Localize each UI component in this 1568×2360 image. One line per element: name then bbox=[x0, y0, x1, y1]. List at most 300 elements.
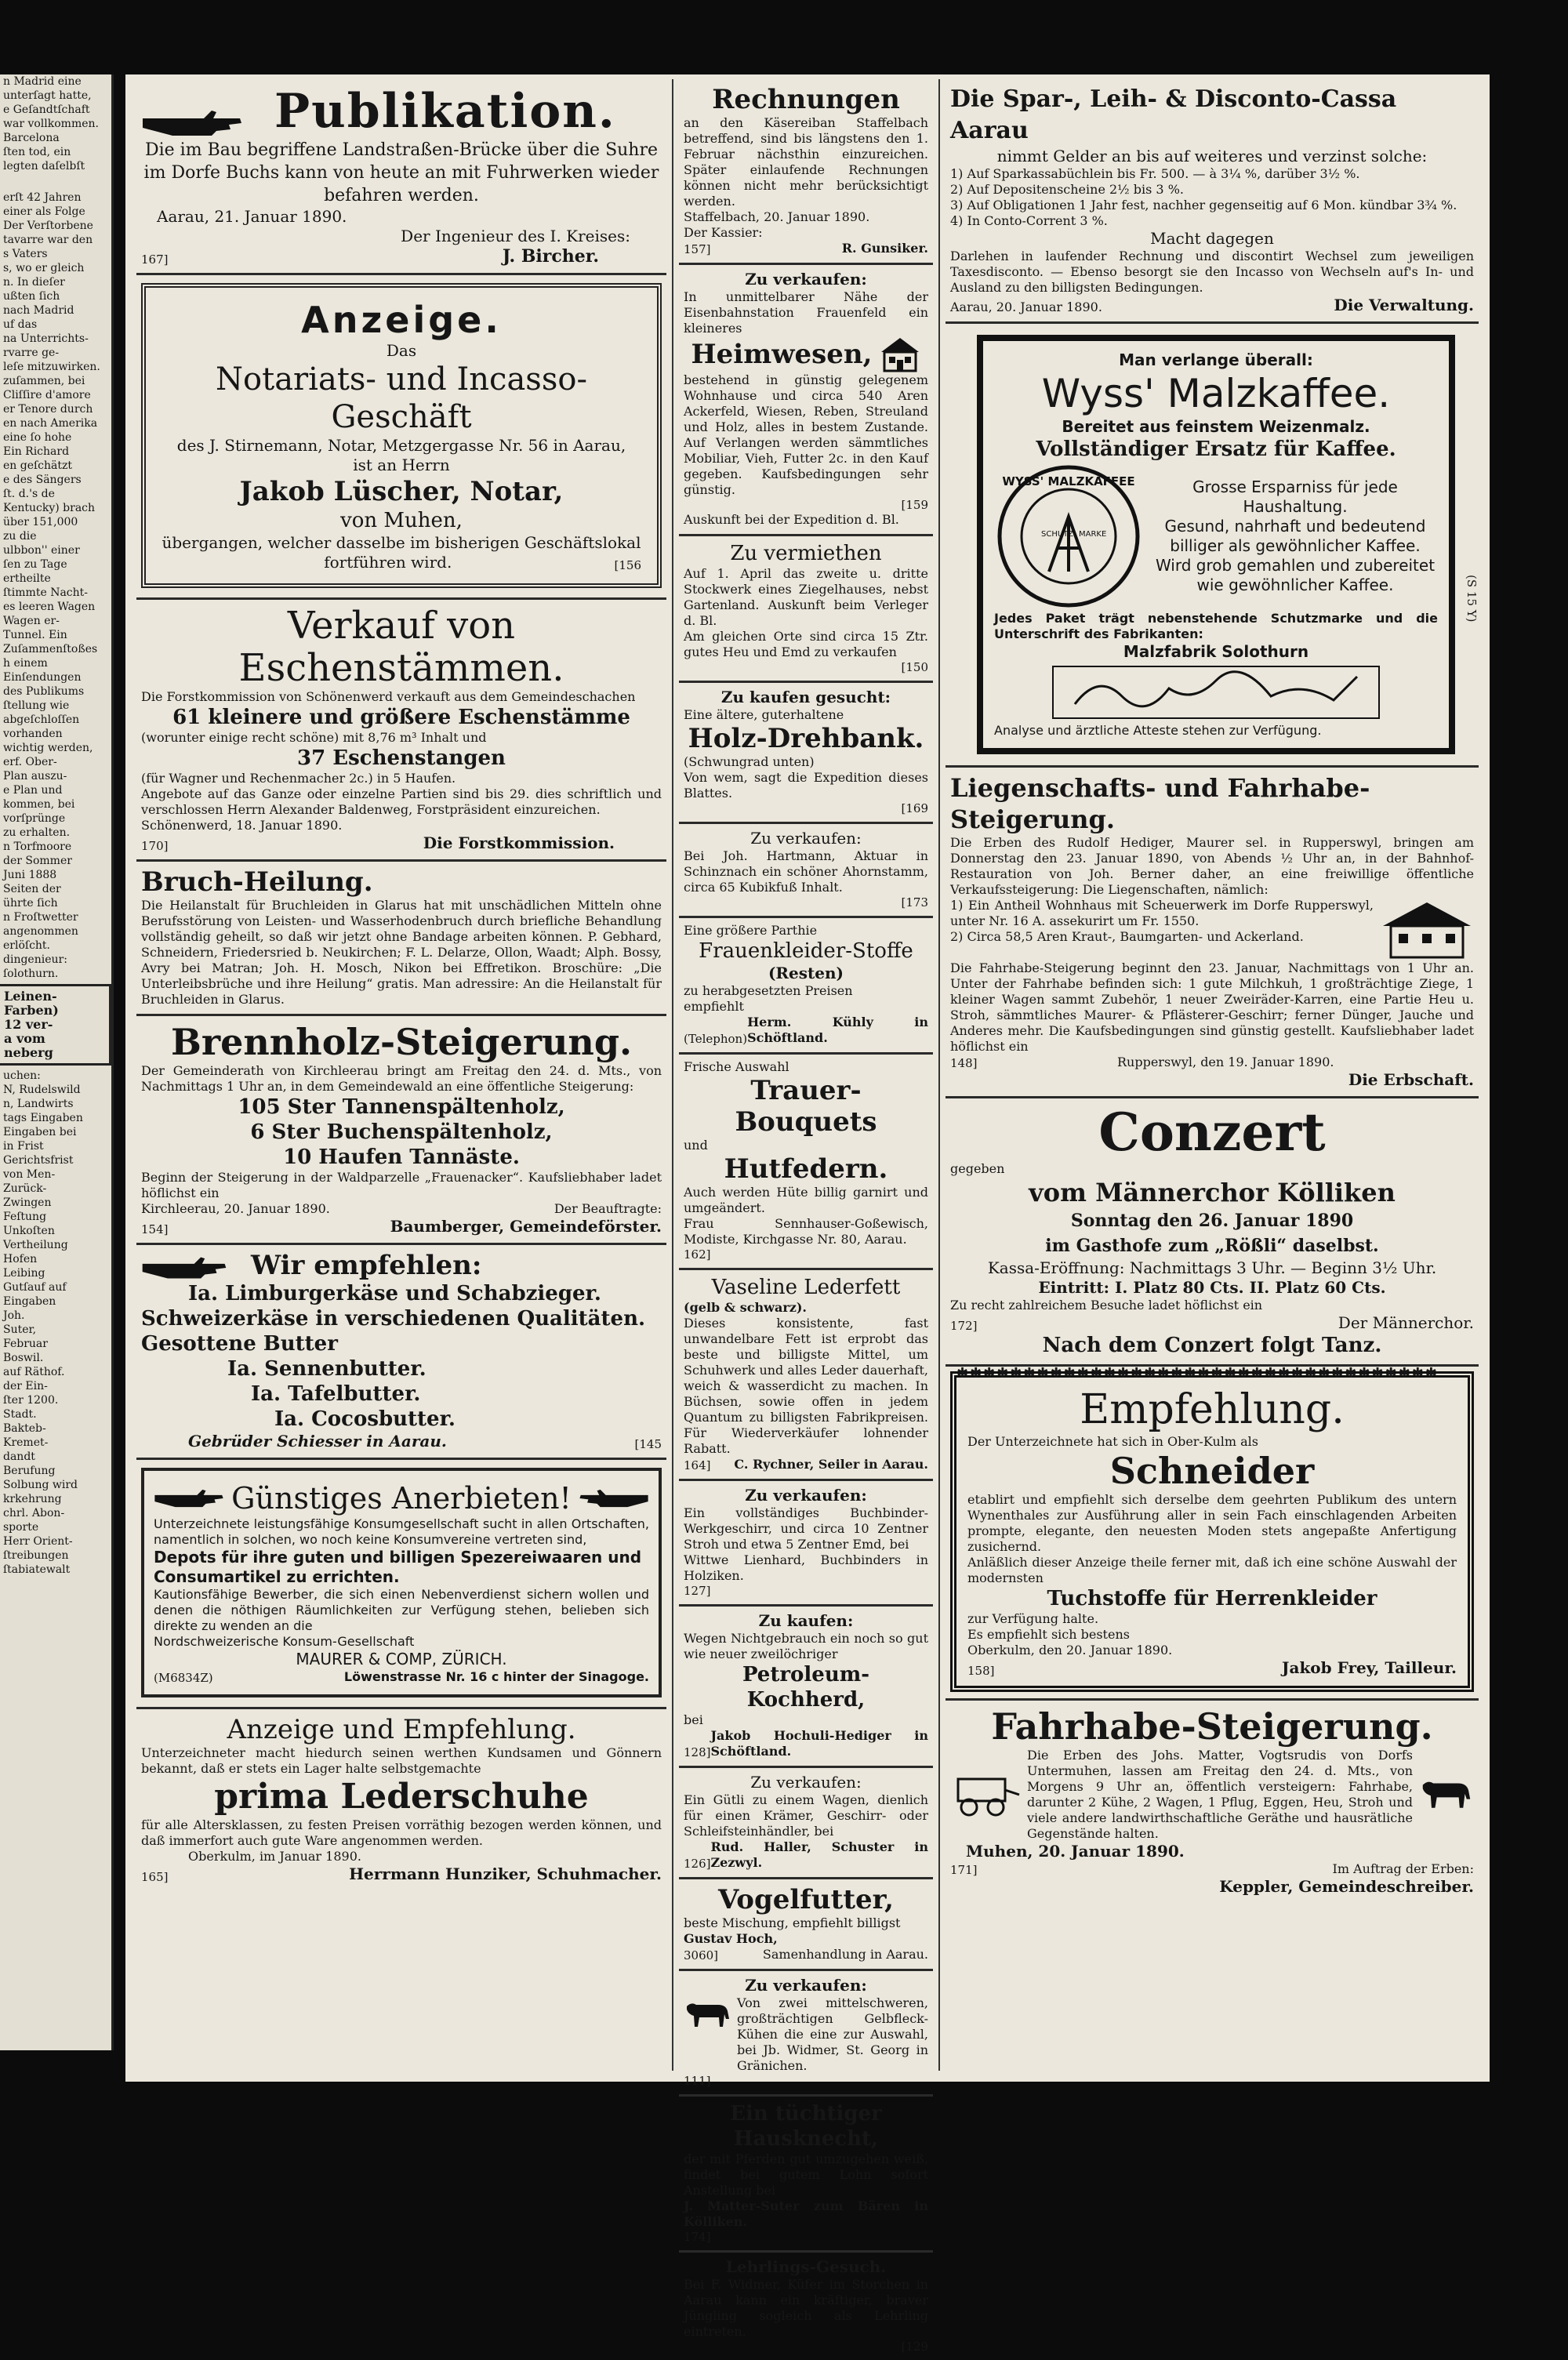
anerbieten-p2: Kautionsfähige Bewerber, die sich einen Nebenverdienst sichern wollen und denen die nöthigen Räumlichkeiten zur Verfügung stehen, belieben sich direkte zu wenden an die bbox=[154, 1587, 649, 1633]
brennholz-sig2: Baumberger, Gemeindeförster. bbox=[390, 1217, 662, 1236]
prev-page-box-line: 12 ver- bbox=[4, 1017, 53, 1032]
prev-page-line: Zwingen bbox=[3, 1196, 52, 1209]
vogelfutter-sig: Gustav Hoch, bbox=[684, 1931, 778, 1946]
ad-number: 157] bbox=[684, 242, 711, 256]
cassa-p2: Macht dagegen bbox=[1150, 229, 1274, 248]
hausknecht-body: der mit Pferden gut umzugehen weiß, findet bei gutem Lohn sofort Anstellung bei bbox=[684, 2151, 928, 2198]
rechnungen-body: an den Käsereiban Staffelbach betreffend, sind bis längstens den 1. Februar nächsthin einzureichen. Später einlaufende Rechnungen können nicht mehr berücksichtigt werden. bbox=[684, 115, 928, 209]
ad-number: 126] bbox=[684, 1857, 711, 1871]
ad-buchbinder bbox=[679, 1481, 933, 1607]
heimwesen-head: Zu verkaufen: bbox=[745, 270, 867, 289]
prev-page-line: ulbbon'' einer bbox=[3, 544, 80, 557]
prev-page-line: der Ein- bbox=[3, 1380, 48, 1392]
eschen-sig: Die Forstkommission. bbox=[423, 833, 615, 852]
star-border-decoration: ✱✱✱✱✱✱✱✱✱✱✱✱✱✱✱✱✱✱✱✱✱✱✱✱✱✱✱✱✱✱✱✱✱✱✱✱ bbox=[956, 1365, 1439, 1382]
prev-page-line: Suter, bbox=[3, 1323, 37, 1336]
prev-page-line: über 151,000 bbox=[3, 516, 78, 528]
brennholz-l3: 10 Haufen Tannäste. bbox=[283, 1146, 520, 1169]
heimwesen-title: Heimwesen, bbox=[691, 339, 873, 370]
malzkaffee-trademark-seal-icon bbox=[994, 462, 1143, 611]
ad-ahornstamm bbox=[679, 824, 933, 918]
prev-page-line: es leeren Wagen bbox=[3, 601, 96, 613]
eschen-h1: 61 kleinere und größere Eschenstämme bbox=[172, 706, 630, 729]
ad-number: 148] bbox=[950, 1056, 978, 1070]
anerbieten-title: Günstiges Anerbieten! bbox=[231, 1481, 572, 1516]
buchbinder-body: Ein vollständiges Buchbinder-Werkgeschirr, und circa 10 Zentner Stroh und etwa 5 Zentner Emd, bei bbox=[684, 1505, 928, 1552]
schuhe-p1: Unterzeichneter macht hiedurch seinen werthen Kundsamen und Gönnern bekannt, daß er stets ein Lager halte selbstgemachte bbox=[141, 1745, 662, 1776]
eschen-date: Schönenwerd, 18. Januar 1890. bbox=[141, 818, 343, 833]
empfehlen-l6: Ia. Cocosbutter. bbox=[274, 1407, 456, 1431]
seal-mid2-text: MARKE bbox=[1079, 530, 1107, 539]
prev-page-line: e Geſandtſchaft bbox=[3, 103, 90, 116]
prev-page-line: Cliſſire d'amore bbox=[3, 389, 91, 401]
fahrhabe-title: Fahrhabe-Steigerung. bbox=[991, 1705, 1433, 1748]
cassa-sig: Die Verwaltung. bbox=[1334, 296, 1474, 314]
prev-page-line: Feſtung bbox=[3, 1211, 47, 1223]
empfehlung-p4: zur Verfügung halte. bbox=[967, 1611, 1099, 1626]
prev-page-line: Gerichtsfrist bbox=[3, 1154, 74, 1167]
ad-lehrling bbox=[679, 2253, 933, 2360]
ad-number: 174] bbox=[684, 2230, 711, 2244]
anzeige-name: Jakob Lüscher, Notar, bbox=[239, 476, 564, 507]
rechnungen-sig2: R. Gunsiker. bbox=[841, 241, 928, 256]
prev-page-line bbox=[0, 173, 111, 191]
prev-page-line: erlöſcht. bbox=[3, 939, 50, 952]
ad-number: 167] bbox=[141, 252, 169, 267]
ad-fahrhabe-steigerung bbox=[946, 1701, 1479, 1903]
prev-page-line: Juni 1888 bbox=[3, 869, 57, 881]
prev-page-line: Wagen er- bbox=[3, 615, 60, 627]
guetli-head: Zu verkaufen: bbox=[750, 1773, 862, 1792]
fahrhabe-sig2: Keppler, Gemeindeschreiber. bbox=[1219, 1877, 1474, 1896]
ad-heimwesen bbox=[679, 265, 933, 536]
empfehlung-date: Oberkulm, den 20. Januar 1890. bbox=[967, 1643, 1173, 1657]
liegenschaft-i2: 2) Circa 58,5 Aren Kraut-, Baumgarten- und Ackerland. bbox=[950, 929, 1304, 944]
vaseline-sig: C. Rychner, Seiler in Aarau. bbox=[734, 1457, 928, 1472]
ad-number: 158] bbox=[967, 1664, 995, 1678]
prev-page-line: des Publikums bbox=[3, 685, 85, 698]
cassa-i1: 1) Auf Sparkassabüchlein bis Fr. 500. — à 3¼ %, darüber 3½ %. bbox=[950, 166, 1360, 181]
ad-publikation bbox=[136, 79, 666, 275]
ad-eschenstaemme bbox=[136, 600, 666, 862]
guetli-sig: Rud. Haller, Schuster in Zezwyl. bbox=[710, 1839, 928, 1870]
prev-page-line: ſten tod, ein bbox=[3, 146, 71, 158]
schuhe-date: Oberkulm, im Januar 1890. bbox=[188, 1849, 361, 1864]
prev-page-line: auf Räthof. bbox=[3, 1366, 65, 1378]
liegenschaft-i1: 1) Ein Antheil Wohnhaus mit Scheuerwerk im Dorfe Rupperswyl, unter Nr. 16 A. assekurirt um Fr. 1550. bbox=[950, 898, 1374, 928]
ad-number: 111] bbox=[684, 2074, 711, 2088]
column-rule bbox=[938, 79, 940, 2071]
prev-page-line: Tunnel. Ein bbox=[3, 629, 67, 641]
rechnungen-date: Staffelbach, 20. Januar 1890. bbox=[684, 209, 870, 224]
ad-vogelfutter bbox=[679, 1879, 933, 1971]
fahrhabe-body: Die Erben des Johs. Matter, Vogtsrudis von Dorfs Untermuhen, lassen am Freitag den 24. d. Mts., von Morgens 9 Uhr an, öffentlich versteigern: Fahrhabe, darunter 2 Kühe, 2 Wagen, 1 Pflug, Eggen, Heu, Stroh und viele andere landwirthschaftliche Geräthe und hausrätliche Gegenstände halten. bbox=[1027, 1748, 1413, 1841]
liegenschaft-sig: Die Erbschaft. bbox=[1348, 1070, 1474, 1089]
cassa-i4: 4) In Conto-Corrent 3 %. bbox=[950, 213, 1108, 228]
prev-page-line: Solbung wird bbox=[3, 1479, 78, 1491]
vogelfutter-title: Vogelfutter, bbox=[718, 1884, 894, 1915]
prev-page-boxed-ad bbox=[0, 984, 111, 1066]
buchbinder-sig: Wittwe Lienhard, Buchbinders in Holziken. bbox=[684, 1552, 928, 1583]
ad-empfehlung-schneider bbox=[946, 1367, 1479, 1701]
prev-page-line: Hofen bbox=[3, 1253, 38, 1265]
brennholz-date: Kirchleerau, 20. Januar 1890. bbox=[141, 1201, 330, 1216]
ad-number: 165] bbox=[141, 1870, 169, 1884]
kuehe-head: Zu verkaufen: bbox=[745, 1976, 867, 1995]
column-middle bbox=[679, 79, 933, 2360]
fahrhabe-date: Muhen, 20. Januar 1890. bbox=[966, 1842, 1185, 1861]
prev-page-line: war vollkommen. bbox=[3, 118, 99, 130]
prev-page-line: en geſchätzt bbox=[3, 459, 73, 472]
newspaper-page bbox=[125, 74, 1490, 2354]
conzert-date: Sonntag den 26. Januar 1890 bbox=[1070, 1211, 1354, 1231]
prev-page-line: Boswil. bbox=[3, 1352, 44, 1364]
drehbank-head: Zu kaufen gesucht: bbox=[720, 688, 891, 706]
anerbieten-addr: Löwenstrasse Nr. 16 c hinter der Sinagoge. bbox=[343, 1669, 649, 1684]
empfehlen-l2: Schweizerkäse in verschiedenen Qualitäten. bbox=[141, 1307, 646, 1331]
prev-page-line: n. In dieſer bbox=[3, 276, 65, 289]
anzeige-from: von Muhen, bbox=[340, 509, 463, 532]
ad-vaseline-lederfett bbox=[679, 1270, 933, 1481]
prev-page-line: h einem bbox=[3, 657, 48, 670]
prev-page-line: tags Eingaben bbox=[3, 1112, 83, 1124]
prev-page-box-line: a vom bbox=[4, 1031, 45, 1046]
malz-t1: Grosse Ersparniss für jede Haushaltung. bbox=[1192, 477, 1398, 516]
schuhe-title: Anzeige und Empfehlung. bbox=[227, 1714, 576, 1745]
prev-page-line: Kentucky) brach bbox=[3, 502, 96, 514]
brennholz-title: Brennholz-Steigerung. bbox=[170, 1021, 633, 1063]
ad-number: 164] bbox=[684, 1458, 711, 1472]
ahorn-body: Bei Joh. Hartmann, Aktuar in Schinznach ein schöner Ahornstamm, circa 65 Kubikfuß Inhalt. bbox=[684, 848, 928, 895]
prev-page-line: n Froſtwetter bbox=[3, 911, 78, 924]
ad-number: 162] bbox=[684, 1247, 711, 1262]
malz-foot: Analyse und ärztliche Atteste stehen zur Verfügung. bbox=[994, 723, 1322, 738]
malz-p1: Jedes Paket trägt nebenstehende Schutzmarke und die Unterschrift des Fabrikanten: bbox=[994, 611, 1438, 641]
guetli-body: Ein Gütli zu einem Wagen, dienlich für einen Krämer, Geschirr- oder Schleifsteinhändler, bei bbox=[684, 1792, 928, 1839]
prev-page-line: wichtig werden, bbox=[3, 742, 93, 754]
ad-bruch-heilung bbox=[136, 862, 666, 1016]
bouquets-p1: Frische Auswahl bbox=[684, 1059, 789, 1074]
bouquets-title2: Hutfedern. bbox=[724, 1153, 888, 1185]
cow-icon bbox=[1419, 1773, 1474, 1817]
prev-page-line: sporte bbox=[3, 1521, 39, 1534]
conzert-eintritt: Eintritt: I. Platz 80 Cts. II. Platz 60 Cts. bbox=[1038, 1278, 1386, 1297]
anzeige-das: Das bbox=[386, 341, 417, 360]
prev-page-line: en nach Amerika bbox=[3, 417, 98, 430]
ad-malzkaffee bbox=[946, 324, 1479, 768]
stoffe-sub: (Resten) bbox=[768, 964, 844, 982]
vermiethen-body2: Am gleichen Orte sind circa 15 Ztr. gutes Heu und Emd zu verkaufen bbox=[684, 629, 928, 659]
ad-rechnungen bbox=[679, 79, 933, 265]
prev-page-line: Eingaben bbox=[3, 1295, 56, 1308]
ad-hausknecht bbox=[679, 2097, 933, 2253]
prev-page-line: zu erhalten. bbox=[3, 826, 71, 839]
column-right bbox=[946, 79, 1479, 1903]
prev-page-line: na Unterrichts- bbox=[3, 332, 89, 345]
prev-page-line: zu die bbox=[3, 530, 37, 543]
empfehlen-title: Wir empfehlen: bbox=[251, 1250, 482, 1281]
cassa-p3: Darlehen in laufender Rechnung und discontirt Wechsel zum jeweiligen Taxesdisconto. — Ebenso besorgt sie den Incasso von Wechseln auf's In- und Ausland zu den billigsten Bedingungen. bbox=[950, 249, 1474, 295]
prev-page-line: s Vaters bbox=[3, 248, 48, 260]
prev-page-line: tavarre war den bbox=[3, 234, 93, 246]
signature-icon bbox=[1051, 665, 1381, 720]
bruch-body: Die Heilanstalt für Bruchleiden in Glarus hat mit unschädlichen Mitteln ohne Berufsstörung von Leisten- und Wasserhodenbruch durch briefliche Behandlung vollständig geheilt, so daß wir jetzt ohne Bandage arbeiten können. P. Gebhard, Schneidern, Friedersried b. Neukirchen; F. L. Delarze, Ollon, Waadt; Alph. Bossy, Avry bei Matran; Joh. H. Mosch, Nikon bei Effretikon. Broschüre: „Die Unterleibsbrüche und ihre Heilung“ gratis. Man adressire: An die Heilanstalt für Bruchleiden in Glarus. bbox=[141, 898, 662, 1007]
prev-page-line: in Frist bbox=[3, 1140, 44, 1153]
brennholz-sig1: Der Beauftragte: bbox=[554, 1201, 662, 1216]
conzert-sig: Der Männerchor. bbox=[1338, 1313, 1474, 1332]
prev-page-line: Barcelona bbox=[3, 132, 60, 144]
prev-page-line: Stadt. bbox=[3, 1408, 37, 1421]
schuhe-big: prima Lederschuhe bbox=[214, 1777, 589, 1817]
drehbank-p3: Von wem, sagt die Expedition dieses Blattes. bbox=[684, 770, 928, 801]
empfehlen-l5: Ia. Tafelbutter. bbox=[251, 1382, 421, 1406]
cassa-i2: 2) Auf Depositenscheine 2½ bis 3 %. bbox=[950, 182, 1184, 197]
anerbieten-firm: MAURER & COMP, ZÜRICH. bbox=[296, 1650, 507, 1668]
publikation-body: Die im Bau begriffene Landstraßen-Brücke über die Suhre im Dorfe Buchs kann von heute an mit Fuhrwerken wieder befahren werden. bbox=[143, 140, 659, 205]
pointing-hand-icon bbox=[141, 107, 243, 139]
pointing-hand-icon bbox=[579, 1485, 649, 1512]
prev-page-line: e Plan und bbox=[3, 784, 63, 797]
cow-icon bbox=[684, 1995, 732, 2035]
ad-number: 154] bbox=[141, 1222, 169, 1236]
prev-page-line: ußten ſich bbox=[3, 290, 60, 303]
hausknecht-title: Ein tüchtiger Hausknecht, bbox=[730, 2102, 882, 2151]
prev-page-line: Berufung bbox=[3, 1465, 56, 1477]
malz-head: Man verlange überall: bbox=[1119, 350, 1313, 369]
ad-number: 170] bbox=[141, 839, 169, 853]
ad-number: 172] bbox=[950, 1319, 978, 1333]
column-left bbox=[136, 79, 666, 1890]
anzeige-title: Anzeige. bbox=[301, 299, 502, 341]
prev-page-line: legten daſelbſt bbox=[3, 160, 85, 172]
empfehlen-l4: Ia. Sennenbutter. bbox=[227, 1357, 426, 1381]
buchbinder-head: Zu verkaufen: bbox=[745, 1486, 867, 1505]
ad-trauer-bouquets bbox=[679, 1055, 933, 1270]
lehrling-title: Lehrlings-Gesuch. bbox=[725, 2257, 887, 2276]
vaseline-body: Dieses konsistente, fast unwandelbare Fett ist erprobt das beste und billigste Mittel, um Schuhwerk und alles Leder dauerhaft, weich & wasserdicht zu machen. In Büchsen, sowie offen in jedem Quantum zu billigsten Fabrikpreisen. Für Wiederverkäufer lohnender Rabatt. bbox=[684, 1316, 928, 1456]
ad-petroleum-kochherd bbox=[679, 1607, 933, 1768]
prev-page-line: von Men- bbox=[3, 1168, 56, 1181]
anzeige-line1: des J. Stirnemann, Notar, Metzgergasse Nr. 56 in Aarau, bbox=[176, 436, 626, 455]
empfehlung-p1: Der Unterzeichnete hat sich in Ober-Kulm als bbox=[967, 1434, 1258, 1449]
empfehlung-sig: Jakob Frey, Tailleur. bbox=[1282, 1658, 1457, 1677]
kochherd-p1: Wegen Nichtgebrauch ein noch so gut wie neuer zweilöchriger bbox=[684, 1631, 928, 1661]
ad-number: (M6834Z) bbox=[154, 1671, 213, 1685]
conzert-p1: Zu recht zahlreichem Besuche ladet höflichst ein bbox=[950, 1298, 1263, 1313]
anzeige-line4: fortführen wird. bbox=[324, 553, 452, 572]
ad-frauenkleider-stoffe bbox=[679, 918, 933, 1055]
prev-page-line: Ein Richard bbox=[3, 445, 70, 458]
empfehlung-p5: Es empfiehlt sich bestens bbox=[967, 1627, 1130, 1642]
malz-t3: Wird grob gemahlen und zubereitet wie gewöhnlicher Kaffee. bbox=[1155, 556, 1436, 594]
house-icon bbox=[880, 336, 920, 372]
prev-page-line: Unkoſten bbox=[3, 1225, 55, 1237]
eschen-p2: (worunter einige recht schöne) mit 8,76 m³ Inhalt und bbox=[141, 730, 487, 745]
pointing-hand-icon bbox=[141, 1254, 227, 1281]
drehbank-title: Holz-Drehbank. bbox=[688, 723, 924, 754]
seal-mid1-text: SCHUTZ bbox=[1041, 530, 1074, 539]
prev-page-line: Gutſauf auf bbox=[3, 1281, 67, 1294]
column-rule bbox=[672, 79, 673, 2071]
prev-page-line: n Madrid eine bbox=[3, 75, 82, 88]
stoffe-title: Frauenkleider-Stoffe bbox=[699, 939, 913, 963]
publikation-sig1: Der Ingenieur des I. Kreises: bbox=[401, 227, 630, 245]
heimwesen-p2: bestehend in günstig gelegenem Wohnhause und circa 540 Aren Ackerfeld, Wiesen, Reben, Streuland und Holz, alles in bestem Zustande. Auf Verlangen werden sämmtliches Mobiliar, Vieh, Futter 2c. in den Kauf gegeben. Kaufsbedingungen sehr günstig. bbox=[684, 372, 928, 497]
malz-t2: Gesund, nahrhaft und bedeutend billiger als gewöhnlicher Kaffee. bbox=[1164, 517, 1426, 555]
malz-sub: Bereitet aus feinstem Weizenmalz. bbox=[1062, 417, 1370, 436]
prev-page-line: ührte ſich bbox=[3, 897, 58, 910]
prev-page-line: Der Verſtorbene bbox=[3, 220, 93, 232]
prev-page-line: ſtabiatewalt bbox=[3, 1563, 71, 1576]
prev-page-line: angenommen bbox=[3, 925, 78, 938]
anzeige-line2: ist an Herrn bbox=[353, 456, 450, 474]
ad-conzert bbox=[946, 1098, 1479, 1367]
cassa-i3: 3) Auf Obligationen 1 Jahr fest, nachher gegenseitig auf 6 Mon. kündbar 3¾ %. bbox=[950, 198, 1457, 212]
rechnungen-sig1: Der Kassier: bbox=[684, 225, 763, 240]
empfehlen-l1: Ia. Limburgerkäse und Schabzieger. bbox=[188, 1282, 601, 1305]
brennholz-p1: Der Gemeinderath von Kirchleerau bringt am Freitag den 24. d. Mts., von Nachmittags 1 Uhr an, in dem Gemeindewald an eine öffentliche Steigerung: bbox=[141, 1063, 662, 1094]
prev-page-line: Seiten der bbox=[3, 883, 61, 895]
prev-page-line: erſt 42 Jahren bbox=[3, 191, 82, 204]
ahorn-head: Zu verkaufen: bbox=[750, 829, 862, 848]
prev-page-line: erf. Ober- bbox=[3, 756, 57, 768]
prev-page-line: ſen zu Tage bbox=[3, 558, 67, 571]
cassa-title: Die Spar-, Leih- & Disconto-Cassa Aarau bbox=[950, 85, 1397, 144]
prev-page-line: kommen, bei bbox=[3, 798, 75, 811]
ad-number: [150 bbox=[901, 660, 928, 674]
drehbank-p1: Eine ältere, guterhaltene bbox=[684, 707, 844, 722]
malz-side: (S 15 Y) bbox=[1465, 575, 1479, 623]
ad-number: [169 bbox=[901, 801, 928, 815]
schuhe-sig: Herrmann Hunziker, Schuhmacher. bbox=[349, 1864, 662, 1883]
kuehe-body: Von zwei mittelschweren, großträchtigen Gelbfleck-Kühen die eine zur Auswahl, bei Jb. Widmer, St. Georg in Gränichen. bbox=[737, 1995, 928, 2073]
vaseline-sub: (gelb & schwarz). bbox=[684, 1300, 807, 1315]
ad-wir-empfehlen bbox=[136, 1245, 666, 1460]
scan-border-right bbox=[1490, 74, 1568, 2082]
vogelfutter-addr: Samenhandlung in Aarau. bbox=[762, 1947, 928, 1962]
conzert-sub: gegeben bbox=[950, 1161, 1005, 1176]
prev-page-line: Februar bbox=[3, 1338, 48, 1350]
eschen-title: Verkauf von Eschenstämmen. bbox=[238, 604, 564, 690]
prev-page-line: Einſendungen bbox=[3, 671, 82, 684]
kochherd-title: Petroleum-Kochherd, bbox=[742, 1663, 870, 1712]
prev-page-line: chrl. Abon- bbox=[3, 1507, 65, 1519]
hausknecht-sig: J. Matter-Suter zum Bären in Kölliken. bbox=[684, 2198, 928, 2229]
publikation-sig2: J. Bircher. bbox=[502, 246, 599, 267]
stoffe-tel: (Telephon) bbox=[684, 1032, 748, 1046]
bouquets-p2: Auch werden Hüte billig garnirt und umgeändert. bbox=[684, 1185, 928, 1215]
prev-page-line: Leibing bbox=[3, 1267, 45, 1280]
prev-page-line: s, wo er gleich bbox=[3, 262, 85, 274]
kochherd-sig: Jakob Hochuli-Hediger in Schöftland. bbox=[710, 1728, 928, 1759]
vogelfutter-p1: beste Mischung, empfiehlt billigst bbox=[684, 1915, 901, 1930]
prev-page-line: Kremet- bbox=[3, 1436, 49, 1449]
ad-guenstiges-anerbieten bbox=[136, 1460, 666, 1709]
prev-page-line: n Torfmoore bbox=[3, 841, 72, 853]
ad-holz-drehbank bbox=[679, 683, 933, 824]
ad-guetli bbox=[679, 1768, 933, 1879]
prev-page-line: nach Madrid bbox=[3, 304, 74, 317]
anzeige-line3: übergangen, welcher dasselbe im bisherigen Geschäftslokal bbox=[162, 533, 641, 552]
ad-anzeige-notariat bbox=[136, 275, 666, 600]
eschen-p3: (für Wagner und Rechenmacher 2c.) in 5 Haufen. bbox=[141, 771, 456, 786]
rechnungen-title: Rechnungen bbox=[712, 84, 900, 115]
bruch-title: Bruch-Heilung. bbox=[141, 866, 373, 898]
wagon-icon bbox=[950, 1771, 1021, 1818]
prev-page-line: ſtellung wie bbox=[3, 699, 70, 712]
prev-page-line: vorſprünge bbox=[3, 812, 66, 825]
prev-page-line: Joh. bbox=[3, 1309, 25, 1322]
ad-number: 127] bbox=[684, 1584, 711, 1598]
prev-page-line: N, Rudelswild bbox=[3, 1084, 81, 1096]
seal-top-text: WYSS' MALZKAFFEE bbox=[1002, 474, 1135, 488]
stoffe-p1: Eine größere Parthie bbox=[684, 923, 818, 938]
liegenschaft-p2: Die Fahrhabe-Steigerung beginnt den 23. Januar, Nachmittags von 1 Uhr an. Unter der Fahrhabe befinden sich: 1 gute Milchkuh, 1 großträchtige Ziege, 1 kleiner Wagen sammt Zubehör, 1 neuer Zweiräder-Karren, eine Partie Heu u. Stroh, sämmtliches Maurer- & Pflästerer-Geschirr; ferner Dünger, Jauche und Anderes mehr. Die Kaufsbedingungen sind günstig gestellt. Kaufsliebhaber ladet höflichst ein bbox=[950, 960, 1474, 1054]
prev-page-line: er Tenore durch bbox=[3, 403, 93, 416]
empfehlung-title: Empfehlung. bbox=[1080, 1386, 1345, 1433]
ad-spar-leih-cassa bbox=[946, 79, 1479, 324]
ad-liegenschafts-steigerung bbox=[946, 768, 1479, 1098]
previous-page-strip bbox=[0, 74, 114, 2050]
empfehlen-sig: Gebrüder Schiesser in Aarau. bbox=[188, 1432, 447, 1450]
stoffe-p3: empfiehlt bbox=[684, 999, 744, 1014]
prev-page-line: ertheilte bbox=[3, 572, 51, 585]
prev-page-line: ſtimmte Nacht- bbox=[3, 586, 89, 599]
prev-page-line: uf das bbox=[3, 318, 38, 331]
anerbieten-p1: Unterzeichnete leistungsfähige Konsumgesellschaft sucht in allen Ortschaften, namentlich in solchen, wo noch keine Konsumvereine vertreten sind, bbox=[154, 1516, 649, 1547]
publikation-title: Publikation. bbox=[274, 84, 616, 139]
liegenschaft-title: Liegenschafts- und Fahrhabe-Steigerung. bbox=[950, 773, 1370, 834]
prev-page-line: Zuſammenſtoßes bbox=[3, 643, 98, 655]
vermiethen-body: Auf 1. April das zweite u. dritte Stockwerk eines Ziegelhauses, nebst Gartenland. Auskunft beim Verleger d. Bl. bbox=[684, 566, 928, 628]
empfehlung-p2: etablirt und empfiehlt sich derselbe dem geehrten Publikum des untern Wynenthales zur Ausführung aller in sein Fach einschlagenden Arbeiten prompte, elegante, den neuesten Moden stets angepaßte Anfertigung zusichernd. bbox=[967, 1492, 1457, 1554]
vermiethen-head: Zu vermiethen bbox=[730, 542, 882, 565]
prev-page-line: rvarre ge- bbox=[3, 347, 60, 359]
prev-page-box-line: neberg bbox=[4, 1045, 53, 1060]
prev-page-line: Herr Orient- bbox=[3, 1535, 73, 1548]
ad-lederschuhe bbox=[136, 1709, 666, 1890]
prev-page-line: der Sommer bbox=[3, 855, 72, 867]
conzert-place: im Gasthofe zum „Rößli“ daselbst. bbox=[1045, 1236, 1379, 1256]
prev-page-line: zuſammen, bei bbox=[3, 375, 85, 387]
ad-number: [156 bbox=[614, 558, 641, 572]
prev-page-line: eine ſo hohe bbox=[3, 431, 72, 444]
eschen-p1: Die Forstkommission von Schönenwerd verkauft aus dem Gemeindeschachen bbox=[141, 689, 636, 704]
ad-number: [145 bbox=[634, 1437, 662, 1451]
empfehlen-l3: Gesottene Butter bbox=[141, 1332, 338, 1356]
prev-page-line: abgeſchloſſen bbox=[3, 713, 80, 726]
prev-page-line: Bakteb- bbox=[3, 1422, 46, 1435]
malz-title: Wyss' Malzkaffee. bbox=[1041, 371, 1391, 416]
prev-page-box-line: Leinen- bbox=[4, 989, 57, 1004]
stoffe-p2: zu herabgesetzten Preisen bbox=[684, 983, 853, 998]
kochherd-head: Zu kaufen: bbox=[758, 1611, 854, 1630]
prev-page-line: e des Sängers bbox=[3, 474, 82, 486]
prev-page-line: krkehrung bbox=[3, 1493, 62, 1505]
prev-page-line: Zurück- bbox=[3, 1182, 47, 1195]
kochherd-p2: bei bbox=[684, 1712, 703, 1727]
ad-number: [159 bbox=[901, 498, 928, 512]
prev-page-line: dandt bbox=[3, 1450, 35, 1463]
brennholz-p2: Beginn der Steigerung in der Waldparzelle „Frauenacker“. Kaufsliebhaber ladet höflichst ein bbox=[141, 1170, 662, 1200]
prev-page-line: leſe mitzuwirken. bbox=[3, 361, 100, 373]
conzert-title: Conzert bbox=[1098, 1102, 1326, 1163]
pointing-hand-icon bbox=[154, 1485, 224, 1512]
liegenschaft-p1: Die Erben des Rudolf Hediger, Maurer sel. in Rupperswyl, bringen am Donnerstag den 23. Januar 1890, von Abends ½ Uhr an, in der Bahnhof-Restauration von Joh. Berner daher, an eine freiwillige öffentliche Verkaufssteigerung: Die Liegenschaften, nämlich: bbox=[950, 835, 1474, 897]
fahrhabe-sig1: Im Auftrag der Erben: bbox=[1332, 1861, 1474, 1876]
empfehlung-big2: Tuchstoffe für Herrenkleider bbox=[1047, 1587, 1377, 1610]
publikation-date: Aarau, 21. Januar 1890. bbox=[157, 207, 347, 226]
